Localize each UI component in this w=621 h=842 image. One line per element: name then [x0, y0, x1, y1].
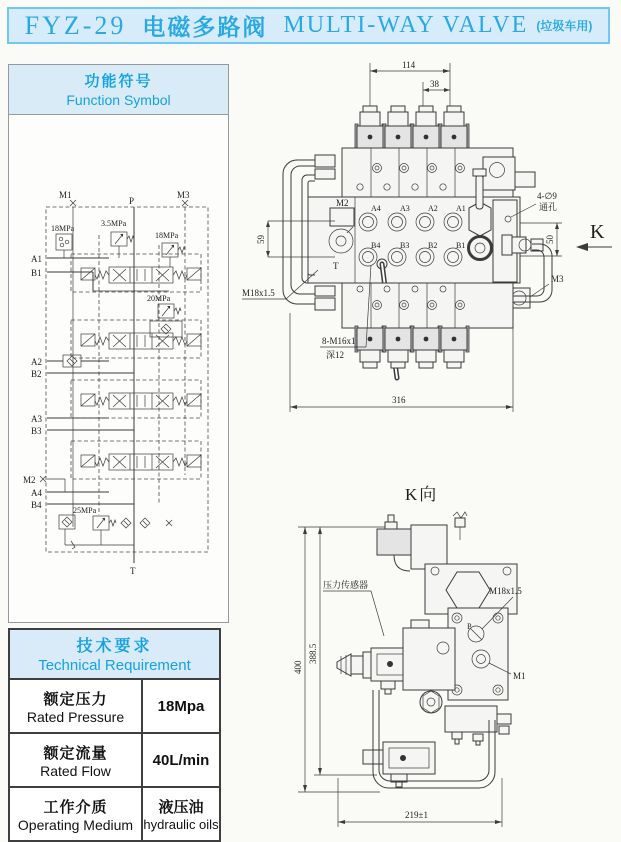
function-symbol-title-cn: 功能符号 — [84, 73, 153, 90]
rail-m3 — [177, 190, 190, 475]
directional-valve-4 — [71, 441, 201, 479]
svg-text:388.5: 388.5 — [308, 643, 318, 664]
svg-text:T: T — [130, 566, 136, 576]
table-row-operating-medium — [10, 788, 219, 840]
svg-text:18MPa: 18MPa — [155, 231, 179, 240]
svg-text:A3: A3 — [31, 414, 42, 424]
label-b2: B2 — [428, 241, 438, 250]
relief-valve-25mpa — [59, 506, 172, 549]
label-m18: M18x1.5 — [489, 586, 522, 596]
label-b4: B4 — [371, 241, 381, 250]
lower-solenoid — [363, 742, 435, 787]
hydraulic-circuit-box — [8, 115, 229, 623]
m18-label — [242, 270, 318, 299]
function-symbol-section — [8, 64, 229, 623]
function-symbol-title-en: Function Symbol — [66, 92, 171, 108]
tech-header-cn: 技术要求 — [76, 638, 153, 655]
application-note: (垃圾车用) — [536, 19, 593, 33]
rail-p — [129, 196, 134, 563]
label-m3: M3 — [551, 274, 564, 284]
label-a4: A4 — [371, 204, 381, 213]
rated-pressure-label-cn: 额定压力 — [43, 690, 108, 708]
svg-text:B4: B4 — [31, 500, 42, 510]
tank-line — [130, 566, 136, 576]
top-view-drawing — [240, 58, 621, 478]
svg-text:M3: M3 — [177, 190, 190, 200]
technical-requirement-table — [8, 628, 221, 842]
svg-text:压力传感器: 压力传感器 — [323, 580, 369, 590]
relief-valve-18mpa-left — [51, 224, 75, 258]
center-body — [403, 620, 455, 713]
svg-text:114: 114 — [402, 60, 416, 70]
svg-text:A4: A4 — [31, 488, 42, 498]
svg-text:316: 316 — [392, 395, 406, 405]
rated-flow-value: 40L/min — [152, 751, 210, 769]
svg-text:M18x1.5: M18x1.5 — [242, 288, 275, 298]
rated-pressure-value: 18Mpa — [157, 697, 205, 715]
pressure-sensor — [323, 579, 409, 694]
svg-text:400: 400 — [293, 660, 303, 674]
operating-medium-label-en: Operating Medium — [17, 816, 134, 833]
svg-text:深12: 深12 — [326, 350, 345, 360]
dim-388-5 — [308, 527, 377, 775]
label-holes-1: 4-∅9 — [537, 191, 557, 201]
svg-text:8-M16x1: 8-M16x1 — [322, 336, 356, 346]
label-m2: M2 — [336, 198, 349, 208]
operating-medium-value-cn: 液压油 — [158, 799, 204, 816]
relief-valve-18mpa-right — [155, 231, 185, 267]
svg-text:38: 38 — [430, 79, 439, 89]
rated-flow-label-cn: 额定流量 — [43, 744, 108, 762]
svg-text:M1: M1 — [59, 190, 72, 200]
pressure-valve-20mpa — [147, 294, 182, 337]
page-title — [7, 7, 610, 44]
product-name-en: MULTI-WAY VALVE — [283, 12, 529, 38]
svg-text:A1: A1 — [31, 254, 42, 264]
function-symbol-header — [8, 64, 229, 115]
svg-text:18MPa: 18MPa — [51, 224, 75, 233]
svg-text:B2: B2 — [31, 369, 42, 379]
directional-valve-3 — [71, 380, 201, 418]
product-name-cn: 电磁多路阀 — [142, 14, 268, 40]
lower-block — [445, 706, 511, 745]
label-p: P — [467, 622, 472, 631]
reducing-valve-3-5mpa — [101, 219, 134, 258]
directional-valve-2 — [71, 320, 201, 358]
rated-flow-label-en: Rated Flow — [40, 762, 111, 779]
model-code: FYZ-29 — [24, 10, 127, 40]
label-b3: B3 — [400, 241, 410, 250]
rated-pressure-label-en: Rated Pressure — [26, 708, 125, 725]
svg-text:B3: B3 — [31, 426, 42, 436]
svg-text:B1: B1 — [31, 268, 42, 278]
solenoid-coils-bottom — [355, 326, 469, 368]
svg-text:K: K — [590, 221, 605, 243]
top-solenoid-assembly — [377, 512, 467, 571]
svg-text:P: P — [129, 196, 135, 206]
table-row-rated-pressure — [10, 680, 219, 734]
operating-medium-label-cn: 工作介质 — [43, 798, 108, 816]
label-a2: A2 — [428, 204, 438, 213]
technical-requirement-header — [10, 630, 219, 680]
svg-text:A2: A2 — [31, 357, 42, 367]
circuit-envelope — [46, 207, 208, 552]
k-view-arrow — [576, 221, 612, 251]
upper-valve-block — [342, 148, 535, 197]
svg-text:59: 59 — [256, 235, 266, 244]
k-view-title: K向 — [405, 485, 439, 504]
tech-header-en: Technical Requirement — [38, 657, 191, 674]
directional-valve-1 — [71, 254, 201, 292]
label-a1: A1 — [456, 204, 466, 213]
svg-text:219±1: 219±1 — [405, 810, 428, 820]
label-b1: B1 — [456, 241, 466, 250]
k-view-drawing — [285, 478, 621, 838]
svg-text:M2: M2 — [23, 475, 36, 485]
operating-medium-value-en: hydraulic oils — [143, 817, 219, 832]
svg-text:25MPa: 25MPa — [73, 506, 97, 515]
dim-219 — [338, 778, 502, 827]
svg-text:20MPa: 20MPa — [147, 294, 171, 303]
label-holes-2: 通孔 — [539, 202, 558, 212]
label-a3: A3 — [400, 204, 410, 213]
label-m1: M1 — [513, 671, 526, 681]
label-t: T — [333, 261, 339, 271]
hydraulic-circuit-diagram — [9, 115, 228, 621]
svg-text:3.5MPa: 3.5MPa — [101, 219, 127, 228]
table-row-rated-flow — [10, 734, 219, 788]
svg-text:50: 50 — [545, 235, 555, 244]
solenoid-coils-top — [355, 106, 469, 150]
